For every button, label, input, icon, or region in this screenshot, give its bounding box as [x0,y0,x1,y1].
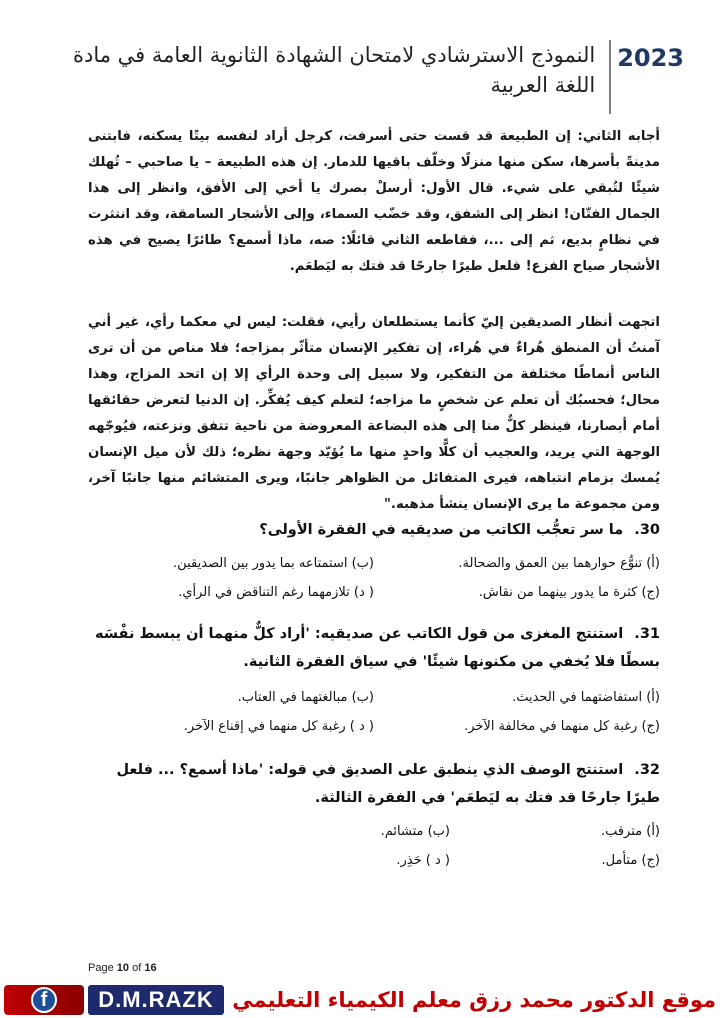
page-number [88,962,157,974]
option-c[interactable]: (ج) رغبة كل منهما في مخالفة الآخر. [464,719,660,734]
question-text: ما سر تعجُّب الكاتب من صديقيه في الفقرة الأولى؟ [259,522,624,538]
option-b[interactable]: (ب) استمتاعه بما يدور بين الصديقين. [173,556,374,571]
option-b[interactable]: (ب) متشائم. [380,824,450,839]
question-text: استنتج الوصف الذي ينطبق على الصديق في قوله: 'ماذا أسمع؟ ... فلعل طيرًا جارحًا قد فتك به ليَطعَم' في الفقرة الثالثة. [116,762,660,806]
question-text: استنتج المغزى من قول الكاتب عن صديقيه: 'أراد كلٌّ منهما أن يبسط نفْسَه بسطًا فلا يُخفي من مكنونها شيئًا' في سياق الفقرة الثانية. [94,626,660,670]
option-a[interactable]: (أ) تنوُّع حوارهما بين العمق والضحالة. [458,556,660,571]
site-name: موقع الدكتور محمد رزق معلم الكيمياء التعليمي [232,988,716,1012]
site-banner [0,982,720,1018]
option-d[interactable]: ( د ) رغبة كل منهما في إقناع الآخر. [183,719,374,734]
passage-paragraph-2: اتجهت أنظار الصديقين إليّ كأنما يستطلعان رأيي، فقلت: ليس لي معكما رأي، غير أني آمنتُ أن المنطق هُراءٌ في هُراء، إن تفكير الإنسان متأثّر بمزاجه؛ فلا مناص من أن ترى الناس أنماطًا مختلفة من التفكير، ولا سبيل إلى وحدة الرأي إلا إن اتحد المزاج، وهذا محال؛ فحسبُك أن تعلم عن شخصٍ ما مزاجه؛ لتعلم كيف يُفكِّر. إن الدنيا لتعرض حقائقها أمام أبصارنا، فينظر كلٌّ منا إلى هذه البضاعة المعروضة من ناحية تتفق ونزعته، فيُوجّهه الوجهة التي يريد، والعجيب أن كلًّا واحدٍ منها ما يُؤيّد وجهة نظره؛ ذلك لأن ميل الإنسان يُمسك بزمام انتباهه، فيرى المتفائل من الظواهر جانبًا، ويرى المتشائم منها جانبًا آخر، ومن مجموعة ما يرى الإنسان ينشأ مذهبه." [88,315,660,512]
option-d[interactable]: ( د) تلازمهما رغم التناقض في الرأي. [178,585,374,600]
facebook-badge[interactable] [4,985,84,1015]
exam-year: 2023 [617,44,684,72]
question-31 [88,620,660,676]
option-c[interactable]: (ج) متأمل. [601,853,660,868]
question-32-options [240,818,660,874]
option-a[interactable]: (أ) استفاضتهما في الحديث. [512,690,660,705]
question-number: 30. [634,522,660,538]
page-label: Page [88,962,114,974]
page-of: of [132,962,142,974]
option-a[interactable]: (أ) مترقب. [600,824,660,839]
question-30 [88,516,660,544]
total-pages: 16 [144,962,157,974]
question-number: 32. [634,762,660,778]
current-page: 10 [116,962,130,974]
facebook-icon: f [31,987,57,1013]
question-32 [88,756,660,812]
question-31-options [88,684,660,740]
brand-logo: D.M.RAZK [88,985,224,1015]
page-title: النموذج الاسترشادي لامتحان الشهادة الثانوية العامة في مادة اللغة العربية [72,43,596,97]
question-30-options [88,550,660,606]
passage-paragraph-1: أجابه الثاني: إن الطبيعة قد قست حتى أسرفت، كرجل أراد لنفسه بيتًا يسكنه، فابتنى مدينةً بأسرها، سكن منها منزلًا وخلّف باقيها للدمار. إن هذه الطبيعة – يا صاحبي – تُهلك شيئًا لتُبقي على شيء. قال الأول: أرسلْ بصرك يا أخي إلى الأفق، وانظر إلى هذا الجمال الفتّان! انظر إلى الشفق، وقد خضّب السماء، وإلى الأشجار السامقة، وقد انتثرت في نظامٍ بديع، ثم إلى ...، فقاطعه الثاني قائلًا: صه، ماذا أسمع؟ طائرًا يصيح في هذه الأشجار صياح الفزع! فلعل طيرًا جارحًا قد فتك به ليَطعَم. [88,129,660,274]
option-c[interactable]: (ج) كثرة ما يدور بينهما من نقاش. [478,585,660,600]
question-number: 31. [634,626,660,642]
option-b[interactable]: (ب) مبالغتهما في العتاب. [237,690,374,705]
option-d[interactable]: ( د ) حَذِر. [396,853,450,868]
page-header [28,40,692,120]
